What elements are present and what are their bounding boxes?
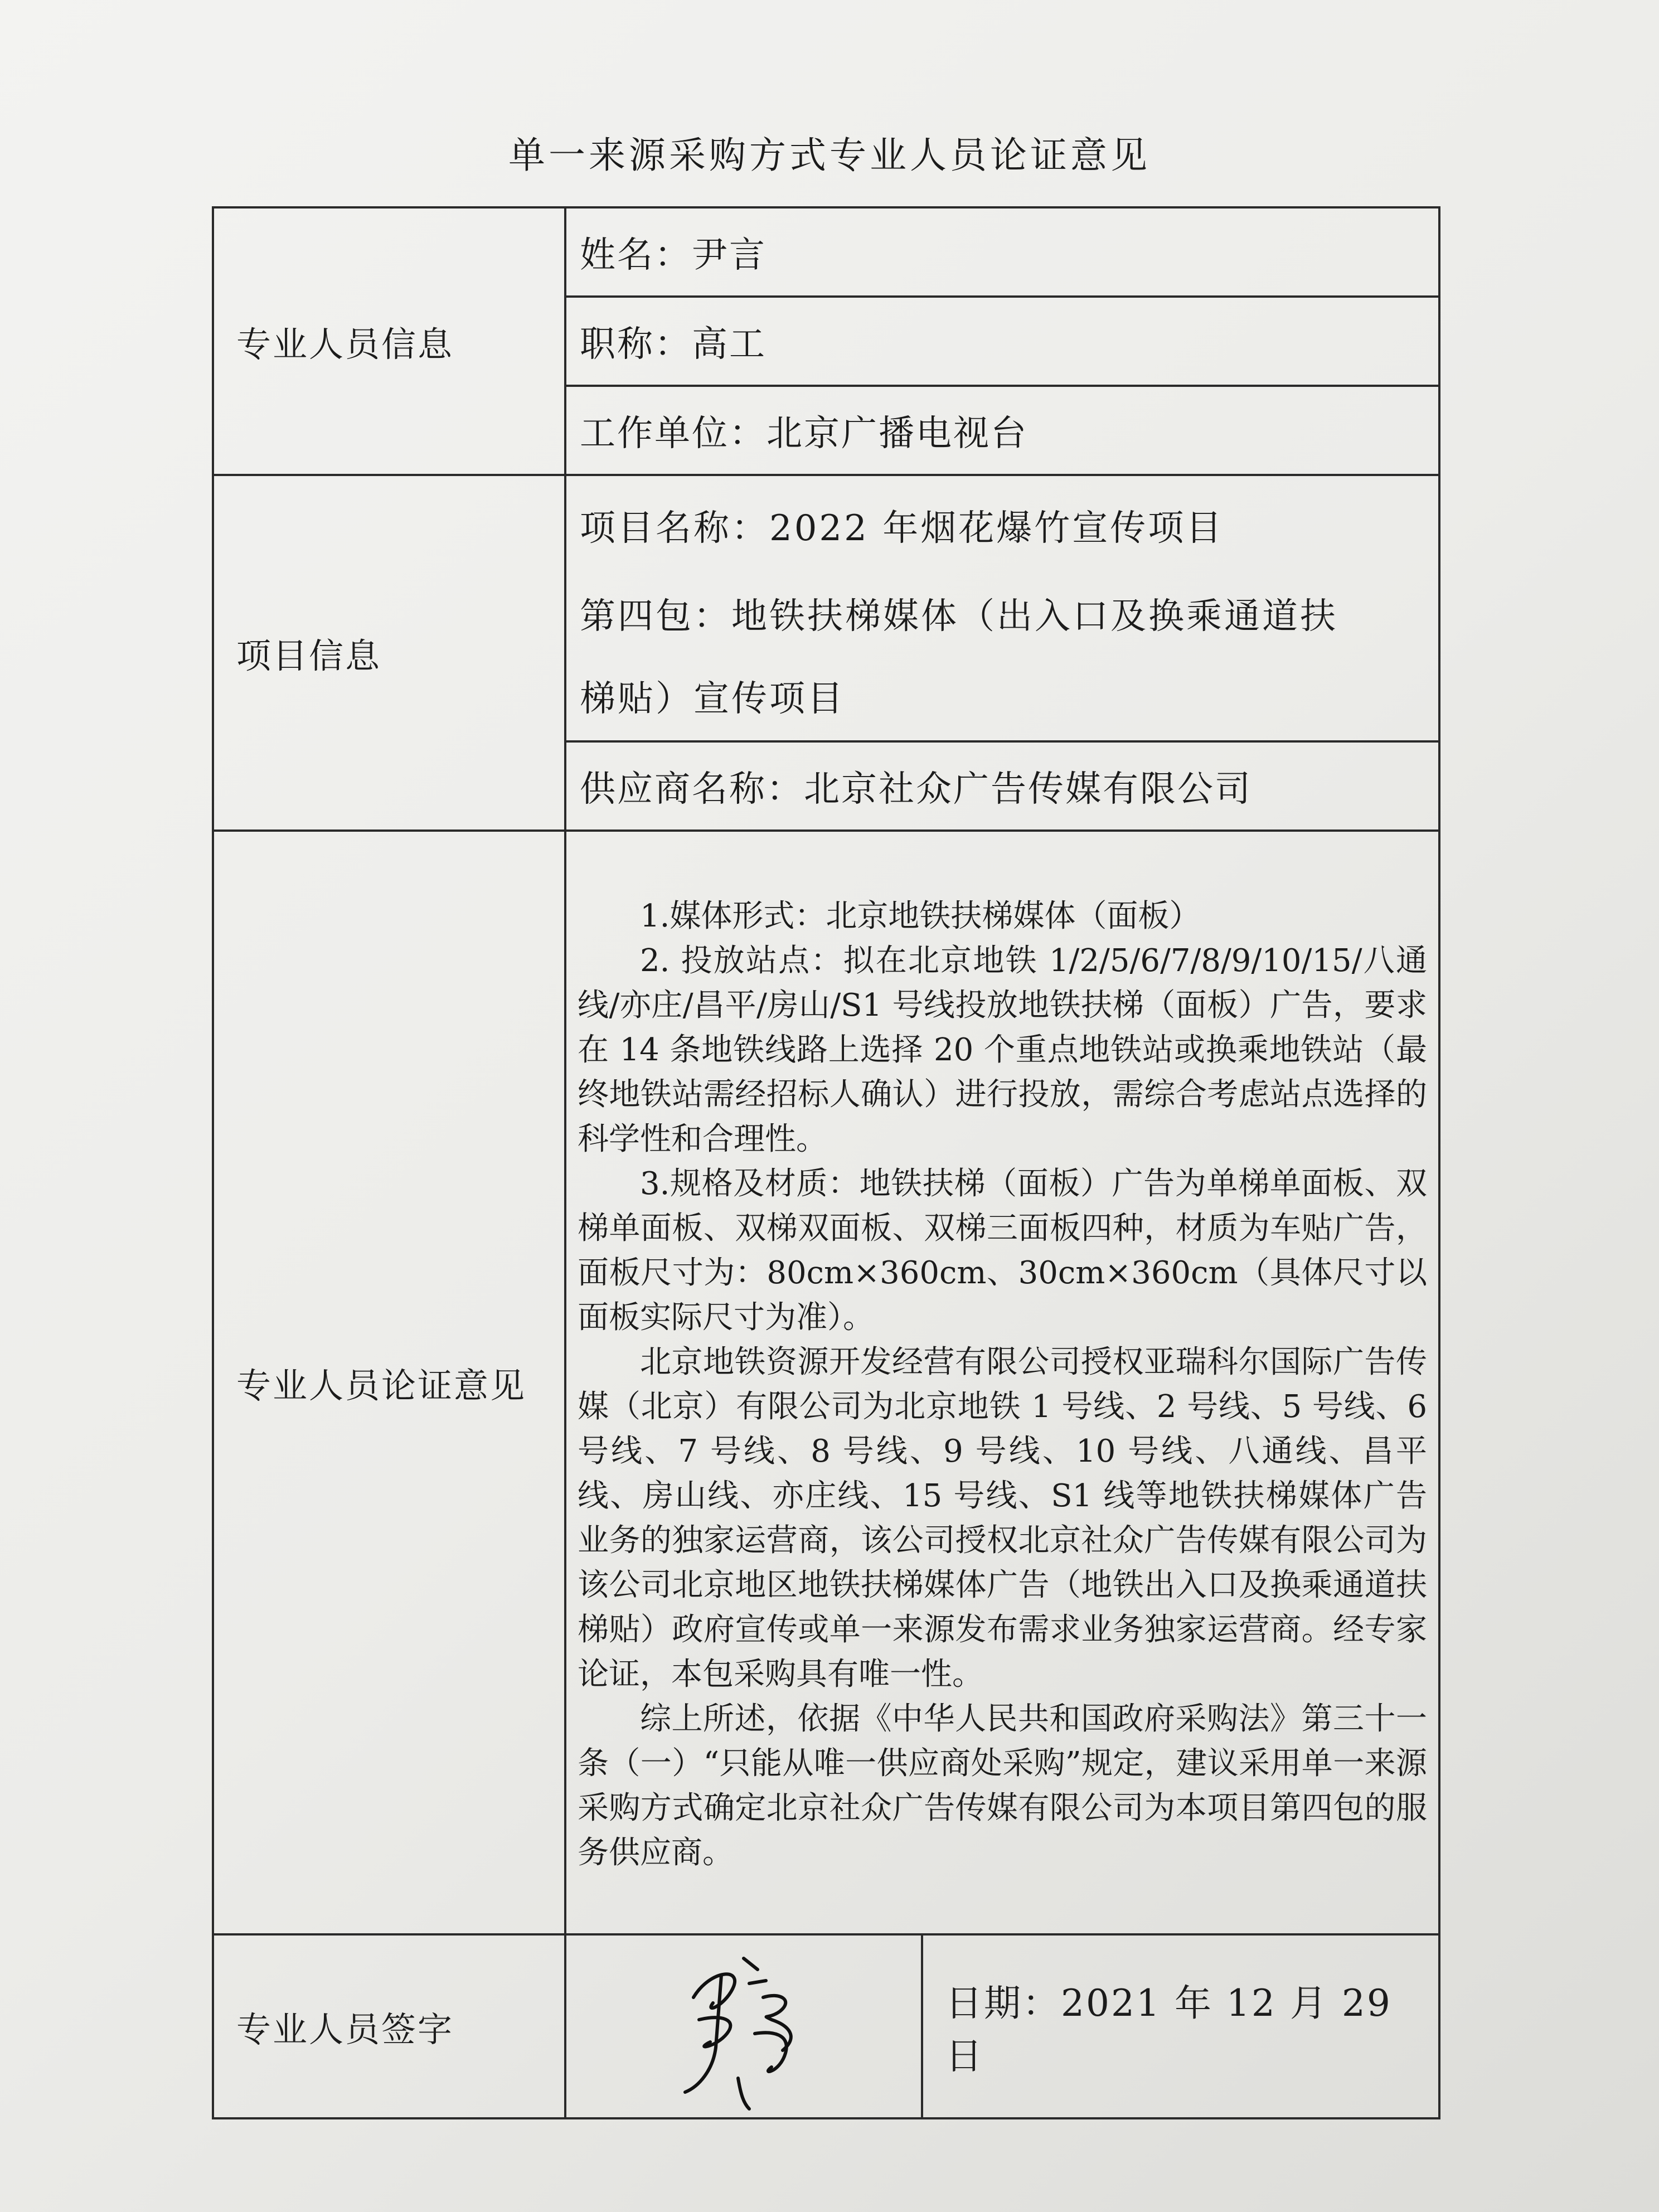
- package-line-1: 第四包：地铁扶梯媒体（出入口及换乘通道扶: [580, 596, 1338, 637]
- handwritten-signature: [660, 1936, 827, 2114]
- signature-date: 日期：2021 年 12 月 29 日: [922, 1934, 1439, 2118]
- opinion-paragraph: 2. 投放站点：拟在北京地铁 1/2/5/6/7/8/9/10/15/八通线/亦庄/昌平/房山/S1 号线投放地铁扶梯（面板）广告，要求在 14 条地铁线路上选择 20 个重点地铁站或换乘地铁站（最终地铁站需经招标人确认）进行投放，需综合考虑站点选择的科学性和合理性。: [578, 943, 1427, 1157]
- project-info-label: 项目信息: [213, 475, 565, 831]
- package-line-2: 梯贴）宣传项目: [580, 678, 845, 720]
- opinion-paragraph: 3.规格及材质：地铁扶梯（面板）广告为单梯单面板、双梯单面板、双梯双面板、双梯三面板四种，材质为车贴广告，面板尺寸为：80cm×360cm、30cm×360cm（具体尺寸以面板实际尺寸为准）。: [578, 1166, 1427, 1336]
- opinion-paragraph: 1.媒体形式：北京地铁扶梯媒体（面板）: [640, 898, 1201, 934]
- opinion-paragraph: 综上所述，依据《中华人民共和国政府采购法》第三十一条（一）“只能从唯一供应商处采购”规定，建议采用单一来源采购方式确定北京社众广告传媒有限公司为本项目第四包的服务供应商。: [578, 1701, 1427, 1871]
- signature-label: 专业人员签字: [213, 1934, 565, 2118]
- signature-cell: [565, 1934, 922, 2118]
- expert-name: 姓名：尹言: [565, 207, 1439, 297]
- expert-employer: 工作单位：北京广播电视台: [565, 386, 1439, 475]
- opinion-label: 专业人员论证意见: [213, 831, 565, 1934]
- expert-title: 职称：高工: [565, 297, 1439, 386]
- supplier-name: 供应商名称：北京社众广告传媒有限公司: [565, 741, 1439, 831]
- opinion-body: [565, 831, 1439, 1934]
- expert-info-label: 专业人员信息: [213, 207, 565, 475]
- page-title: 单一来源采购方式专业人员论证意见: [508, 134, 1151, 177]
- opinion-paragraph: 北京地铁资源开发经营有限公司授权亚瑞科尔国际广告传媒（北京）有限公司为北京地铁 1 号线、2 号线、5 号线、6 号线、7 号线、8 号线、9 号线、10 号线、八通线、昌平线、房山线、亦庄线、15 号线、S1 线等地铁扶梯媒体广告业务的独家运营商，该公司授权北京社众广告传媒有限公司为该公司北京地区地铁扶梯媒体广告（地铁出入口及换乘通道扶梯贴）政府宣传或单一来源发布需求业务独家运营商。经专家论证，本包采购具有唯一性。: [578, 1344, 1427, 1692]
- project-details: [565, 475, 1439, 741]
- opinion-form-table: [212, 206, 1440, 2119]
- project-name: 项目名称：2022 年烟花爆竹宣传项目: [580, 508, 1224, 549]
